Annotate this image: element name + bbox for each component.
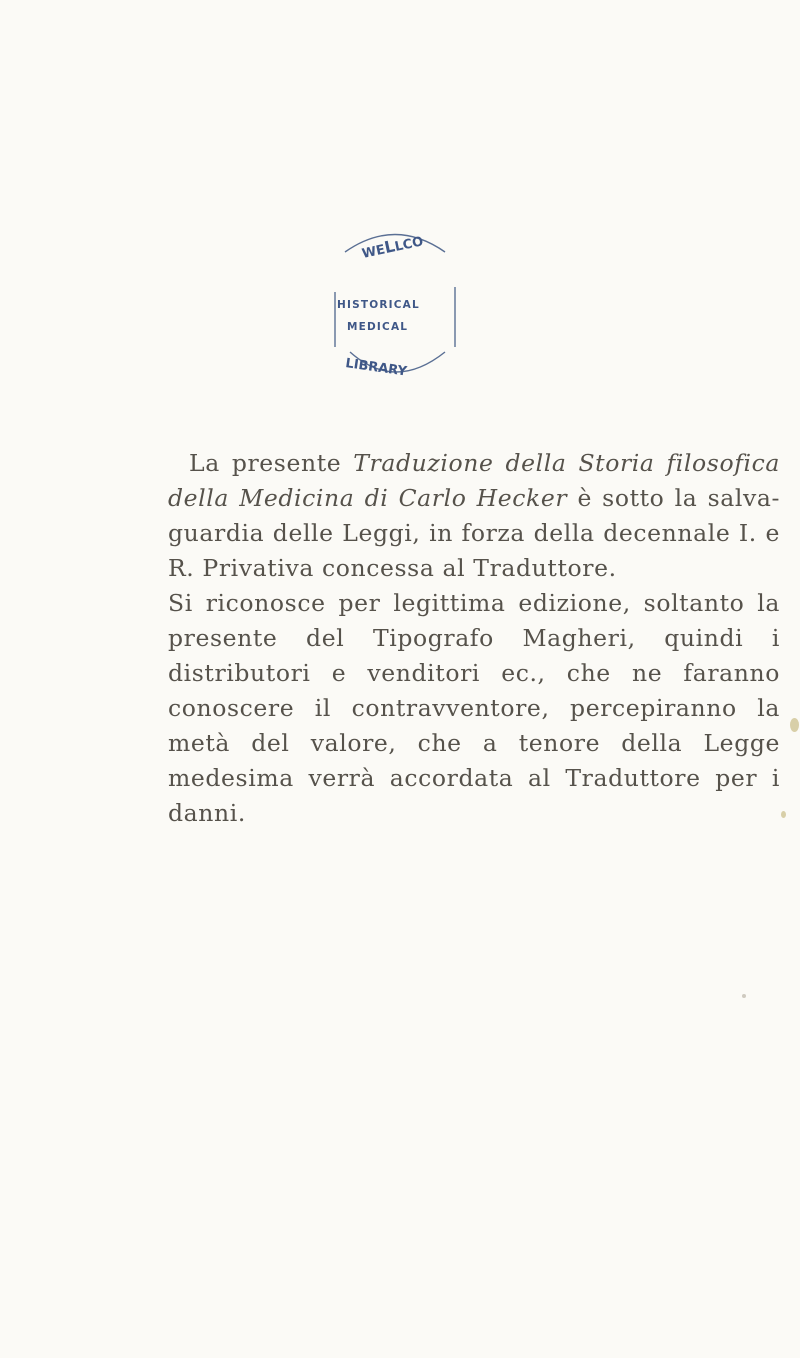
notice-paragraph-1	[168, 446, 780, 586]
notice-lead: La presente	[189, 449, 354, 477]
library-stamp	[305, 222, 485, 387]
stamp-top-text: WELLCO	[360, 234, 425, 262]
stamp-line2: MEDICAL	[347, 321, 409, 333]
library-stamp-graphic	[305, 222, 485, 387]
notice-paragraph-2: Si riconosce per legittima edizione, soltanto la presente del Tipografo Magheri, quindi i distributori e venditori ec., che ne faranno conoscere il contravventore, percepiranno la metà del valore, che a tenore della Legge medesima verrà accordata al Traduttore per i danni.	[168, 589, 780, 827]
notice-body-1: è sotto la salva-guardia delle Leggi, in forza della decennale I. e R. Privativa concessa al Traduttore.	[168, 484, 780, 582]
stamp-line1: HISTORICAL	[337, 299, 420, 311]
paper-speck	[790, 718, 799, 732]
paper-speck	[742, 994, 746, 998]
notice-title-italic: Traduzione della Storia filosofica della Medicina di Carlo Hecker	[168, 449, 780, 512]
paper-speck	[781, 811, 786, 818]
privilege-notice	[168, 446, 780, 831]
stamp-bottom-text: LIBRARY	[344, 356, 408, 380]
